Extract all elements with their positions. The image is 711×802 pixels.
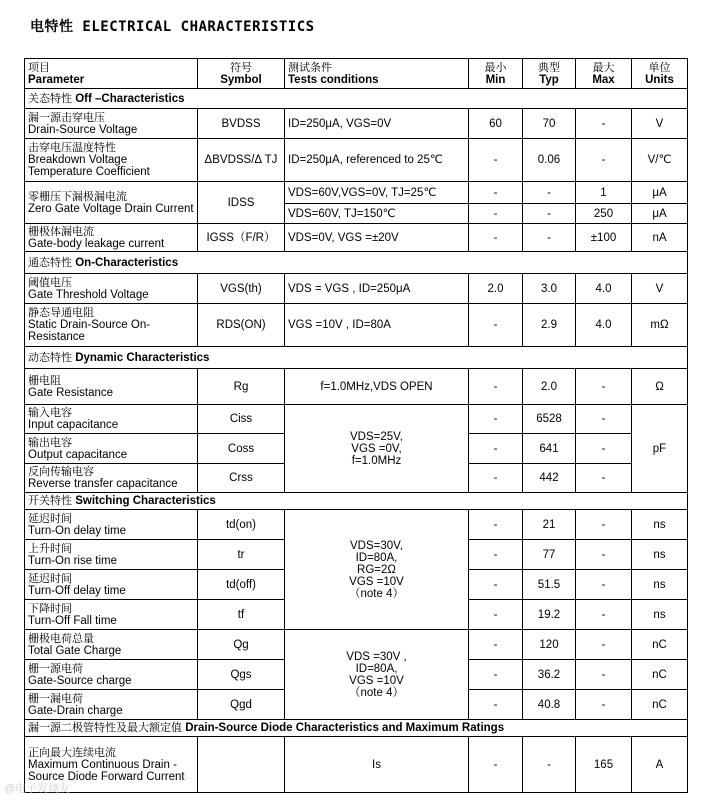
section-on: 通态特性 On-Characteristics xyxy=(25,252,688,274)
max-cell: 1 xyxy=(576,182,632,204)
min-cell: - xyxy=(469,434,523,464)
typ-cell: 641 xyxy=(523,434,576,464)
parameter-cell: 静态导通电阻 Static Drain-Source On-Resistance xyxy=(25,304,198,347)
table-row xyxy=(25,139,688,182)
section-diode: 漏一源二极管特性及最大额定值 Drain-Source Diode Characteristics and Maximum Ratings xyxy=(25,720,688,737)
parameter-cell: 栅极体漏电流 Gate-body leakage current xyxy=(25,224,198,252)
condition-cell: VDS=25V, VGS =0V, f=1.0MHz xyxy=(285,405,469,493)
condition-cell: ID=250μA, VGS=0V xyxy=(285,109,469,139)
typ-cell: 40.8 xyxy=(523,690,576,720)
max-cell: - xyxy=(576,464,632,493)
parameter-cell: 阈值电压 Gate Threshold Voltage xyxy=(25,274,198,304)
unit-cell: ns xyxy=(632,540,688,570)
unit-cell: ns xyxy=(632,510,688,540)
min-cell: - xyxy=(469,204,523,224)
header-row xyxy=(25,59,688,89)
max-header: 最大 Max xyxy=(576,59,632,89)
typ-cell: - xyxy=(523,224,576,252)
condition-cell: VDS =30V , ID=80A, VGS =10V （note 4） xyxy=(285,630,469,720)
min-cell: 60 xyxy=(469,109,523,139)
symbol-cell: Qgs xyxy=(198,660,285,690)
table-row xyxy=(25,630,688,660)
typ-cell: 21 xyxy=(523,510,576,540)
max-cell: - xyxy=(576,405,632,434)
min-cell: - xyxy=(469,737,523,793)
unit-cell: nA xyxy=(632,224,688,252)
max-cell: - xyxy=(576,660,632,690)
min-cell: - xyxy=(469,182,523,204)
parameter-cell: 下降时间 Turn-Off Fall time xyxy=(25,600,198,630)
symbol-cell: Ciss xyxy=(198,405,285,434)
min-cell: - xyxy=(469,540,523,570)
unit-cell: nC xyxy=(632,660,688,690)
min-cell: - xyxy=(469,630,523,660)
symbol-cell: VGS(th) xyxy=(198,274,285,304)
typ-cell: 442 xyxy=(523,464,576,493)
symbol-cell: BVDSS xyxy=(198,109,285,139)
symbol-cell: ΔBVDSS/Δ TJ xyxy=(198,139,285,182)
max-cell: - xyxy=(576,690,632,720)
table-row xyxy=(25,405,688,434)
table-row xyxy=(25,182,688,204)
symbol-cell: td(on) xyxy=(198,510,285,540)
max-cell: ±100 xyxy=(576,224,632,252)
min-cell: - xyxy=(469,510,523,540)
max-cell: - xyxy=(576,600,632,630)
parameter-cell: 漏一源击穿电压 Drain-Source Voltage xyxy=(25,109,198,139)
typ-cell: 120 xyxy=(523,630,576,660)
unit-cell: Ω xyxy=(632,369,688,405)
typ-cell: 2.9 xyxy=(523,304,576,347)
symbol-cell: IGSS（F/R） xyxy=(198,224,285,252)
max-cell: 250 xyxy=(576,204,632,224)
table-row xyxy=(25,510,688,540)
typ-cell: 2.0 xyxy=(523,369,576,405)
max-cell: - xyxy=(576,510,632,540)
min-cell: - xyxy=(469,139,523,182)
watermark: @电子发烧友 xyxy=(4,783,71,795)
max-cell: - xyxy=(576,369,632,405)
table-row xyxy=(25,304,688,347)
typ-cell: 0.06 xyxy=(523,139,576,182)
typ-cell: - xyxy=(523,737,576,793)
section-off: 关态特性 Off –Characteristics xyxy=(25,89,688,109)
min-cell: - xyxy=(469,304,523,347)
parameter-cell: 零栅压下漏极漏电流 Zero Gate Voltage Drain Current xyxy=(25,182,198,224)
min-cell: - xyxy=(469,405,523,434)
typ-cell: 51.5 xyxy=(523,570,576,600)
condition-cell: ID=250μA, referenced to 25℃ xyxy=(285,139,469,182)
min-cell: - xyxy=(469,224,523,252)
typ-cell: 6528 xyxy=(523,405,576,434)
symbol-cell: tr xyxy=(198,540,285,570)
min-cell: - xyxy=(469,660,523,690)
symbol-cell xyxy=(198,737,285,793)
unit-cell: μA xyxy=(632,204,688,224)
max-cell: 4.0 xyxy=(576,304,632,347)
typ-cell: 36.2 xyxy=(523,660,576,690)
unit-cell: pF xyxy=(632,405,688,493)
section-switching: 开关特性 Switching Characteristics xyxy=(25,493,688,510)
parameter-cell: 栅一源电荷 Gate-Source charge xyxy=(25,660,198,690)
condition-cell: VDS = VGS , ID=250μA xyxy=(285,274,469,304)
symbol-cell: tf xyxy=(198,600,285,630)
max-cell: - xyxy=(576,540,632,570)
max-cell: - xyxy=(576,570,632,600)
symbol-cell: Qgd xyxy=(198,690,285,720)
unit-cell: mΩ xyxy=(632,304,688,347)
parameter-cell: 击穿电压温度特性 Breakdown Voltage Temperature Coefficient xyxy=(25,139,198,182)
conditions-header: 测试条件 Tests conditions xyxy=(285,59,469,89)
section-dynamic: 动态特性 Dynamic Characteristics xyxy=(25,347,688,369)
condition-cell: VDS=60V,VGS=0V, TJ=25℃ xyxy=(285,182,469,204)
max-cell: 4.0 xyxy=(576,274,632,304)
symbol-cell: RDS(ON) xyxy=(198,304,285,347)
condition-cell: Is xyxy=(285,737,469,793)
electrical-characteristics-table xyxy=(24,58,688,793)
table-row xyxy=(25,274,688,304)
unit-cell: V/℃ xyxy=(632,139,688,182)
condition-cell: VDS=0V, VGS =±20V xyxy=(285,224,469,252)
parameter-cell: 延迟时间 Turn-Off delay time xyxy=(25,570,198,600)
table-row xyxy=(25,224,688,252)
condition-cell: VDS=30V, ID=80A, RG=2Ω VGS =10V （note 4） xyxy=(285,510,469,630)
max-cell: 165 xyxy=(576,737,632,793)
unit-cell: A xyxy=(632,737,688,793)
unit-cell: nC xyxy=(632,630,688,660)
page-title: 电特性 ELECTRICAL CHARACTERISTICS xyxy=(30,19,315,35)
unit-cell: μA xyxy=(632,182,688,204)
table-row xyxy=(25,369,688,405)
symbol-header: 符号 Symbol xyxy=(198,59,285,89)
typ-cell: 77 xyxy=(523,540,576,570)
parameter-cell: 栅一漏电荷 Gate-Drain charge xyxy=(25,690,198,720)
typ-cell: - xyxy=(523,182,576,204)
parameter-cell: 输出电容 Output capacitance xyxy=(25,434,198,464)
symbol-cell: Qg xyxy=(198,630,285,660)
unit-cell: nC xyxy=(632,690,688,720)
parameter-header: 项目 Parameter xyxy=(25,59,198,89)
typ-cell: 19.2 xyxy=(523,600,576,630)
parameter-cell: 反向传输电容 Reverse transfer capacitance xyxy=(25,464,198,493)
typ-cell: 70 xyxy=(523,109,576,139)
max-cell: - xyxy=(576,434,632,464)
parameter-cell: 栅极电荷总量 Total Gate Charge xyxy=(25,630,198,660)
min-header: 最小 Min xyxy=(469,59,523,89)
parameter-cell: 输入电容 Input capacitance xyxy=(25,405,198,434)
symbol-cell: IDSS xyxy=(198,182,285,224)
typ-cell: 3.0 xyxy=(523,274,576,304)
max-cell: - xyxy=(576,139,632,182)
min-cell: 2.0 xyxy=(469,274,523,304)
table-row xyxy=(25,109,688,139)
min-cell: - xyxy=(469,570,523,600)
min-cell: - xyxy=(469,600,523,630)
typ-cell: - xyxy=(523,204,576,224)
symbol-cell: Coss xyxy=(198,434,285,464)
max-cell: - xyxy=(576,630,632,660)
min-cell: - xyxy=(469,464,523,493)
parameter-cell: 延迟时间 Turn-On delay time xyxy=(25,510,198,540)
condition-cell: VDS=60V, TJ=150℃ xyxy=(285,204,469,224)
units-header: 单位 Units xyxy=(632,59,688,89)
unit-cell: V xyxy=(632,274,688,304)
condition-cell: f=1.0MHz,VDS OPEN xyxy=(285,369,469,405)
condition-cell: VGS =10V , ID=80A xyxy=(285,304,469,347)
min-cell: - xyxy=(469,690,523,720)
unit-cell: ns xyxy=(632,600,688,630)
symbol-cell: Rg xyxy=(198,369,285,405)
symbol-cell: Crss xyxy=(198,464,285,493)
parameter-cell: 上升时间 Turn-On rise time xyxy=(25,540,198,570)
parameter-cell: 正向最大连续电流 Maximum Continuous Drain -Source Diode Forward Current xyxy=(25,737,198,793)
symbol-cell: td(off) xyxy=(198,570,285,600)
max-cell: - xyxy=(576,109,632,139)
unit-cell: ns xyxy=(632,570,688,600)
parameter-cell: 栅电阻 Gate Resistance xyxy=(25,369,198,405)
typ-header: 典型 Typ xyxy=(523,59,576,89)
unit-cell: V xyxy=(632,109,688,139)
min-cell: - xyxy=(469,369,523,405)
table-row xyxy=(25,737,688,793)
